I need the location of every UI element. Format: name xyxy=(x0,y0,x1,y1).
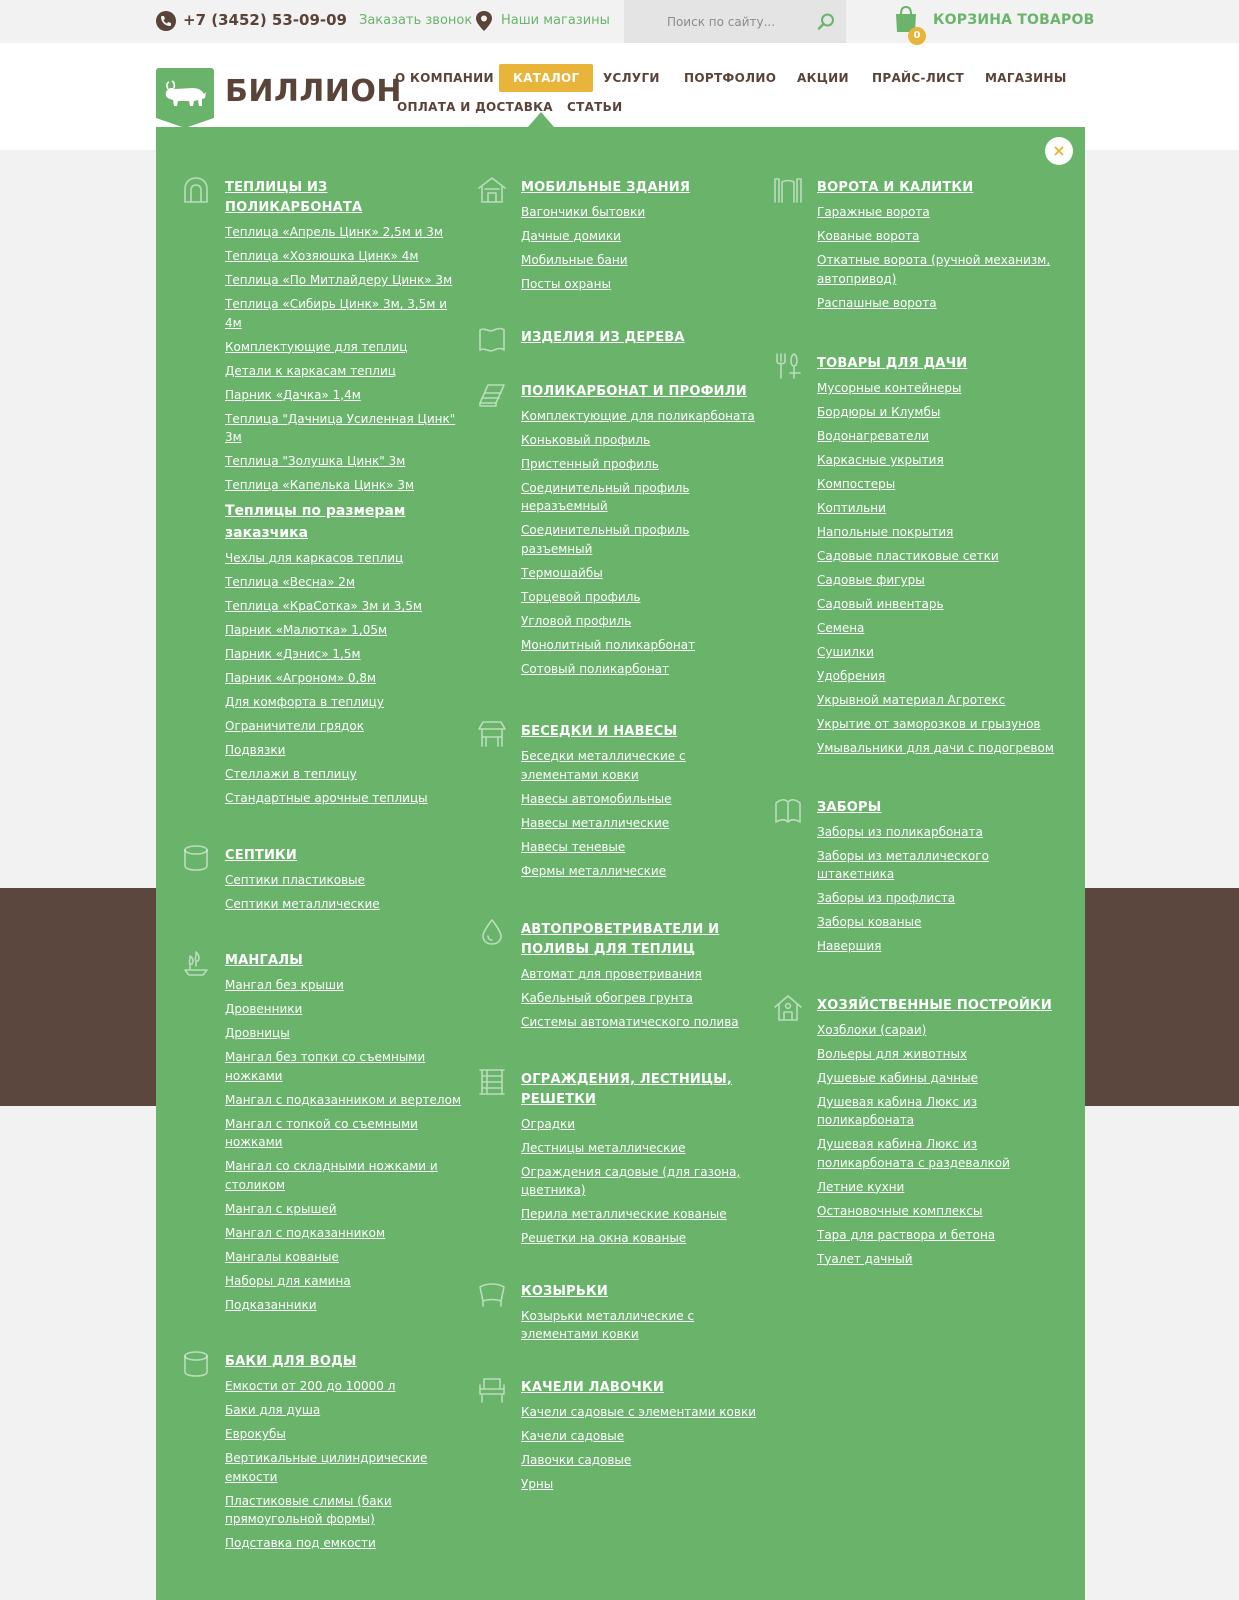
fence-icon xyxy=(773,795,803,825)
menu-section-title[interactable]: СЕПТИКИ xyxy=(225,847,297,863)
menu-link[interactable]: Перила металлические кованые xyxy=(521,1207,727,1221)
menu-link[interactable]: Оградки xyxy=(521,1116,576,1131)
phone-icon xyxy=(156,11,176,31)
menu-link[interactable]: Системы автоматического полива xyxy=(521,1015,739,1029)
brand-name[interactable]: БИЛЛИОН xyxy=(225,74,403,109)
menu-section xyxy=(225,1352,465,1553)
menu-section xyxy=(225,951,465,1314)
menu-link[interactable]: Наборы для камина xyxy=(225,1273,351,1288)
menu-section xyxy=(521,328,761,348)
menu-link[interactable]: Кованые ворота xyxy=(817,229,920,243)
menu-link[interactable]: Беседки металлические с элементами ковки xyxy=(521,749,686,782)
menu-link[interactable]: Кабельный обогрев грунта xyxy=(521,991,693,1005)
menu-link[interactable]: Мангал со складными ножками и столиком xyxy=(225,1159,438,1192)
menu-link[interactable]: Душевые кабины дачные xyxy=(817,1070,978,1085)
menu-link[interactable]: Подставка под емкости xyxy=(225,1536,376,1550)
menu-link[interactable]: Парник «Агроном» 0,8м xyxy=(225,671,377,685)
cabin-icon xyxy=(477,175,507,205)
menu-link[interactable]: Мангал без крыши xyxy=(225,978,344,992)
menu-link[interactable]: Торцевой профиль xyxy=(521,589,641,604)
bench-icon xyxy=(477,1375,507,1405)
menu-link[interactable]: Баки для душа xyxy=(225,1403,321,1417)
menu-link[interactable]: Сотовый поликарбонат xyxy=(521,661,670,676)
menu-link[interactable]: Заборы из металлического штакетника xyxy=(817,848,989,881)
menu-link[interactable]: Дровницы xyxy=(225,1026,290,1040)
menu-link[interactable]: Парник «Дэнис» 1,5м xyxy=(225,647,361,661)
phone-number[interactable]: +7 (3452) 53-09-09 xyxy=(183,11,347,29)
menu-section xyxy=(225,846,465,914)
menu-link[interactable]: Соединительный профиль разъемный xyxy=(521,523,690,556)
menu-link[interactable]: Теплица "Дачница Усиленная Цинк" 3м xyxy=(225,411,456,444)
menu-link[interactable]: Тара для раствора и бетона xyxy=(817,1227,996,1242)
menu-link[interactable]: Вертикальные цилиндрические емкости xyxy=(225,1451,428,1484)
menu-link[interactable]: Емкости от 200 до 10000 л xyxy=(225,1379,396,1393)
menu-section xyxy=(521,1282,761,1344)
menu-link[interactable]: Коньковый профиль xyxy=(521,432,651,447)
nav-promotions[interactable]: АКЦИИ xyxy=(797,71,849,85)
menu-link[interactable]: Сушилки xyxy=(817,645,874,659)
menu-link[interactable]: Термошайбы xyxy=(521,565,603,580)
barrel-icon xyxy=(181,843,211,873)
menu-link[interactable]: Укрывной материал Агротекс xyxy=(817,693,1006,707)
menu-link[interactable]: Автомат для проветривания xyxy=(521,967,702,981)
menu-link[interactable]: Качели садовые xyxy=(521,1428,625,1443)
menu-link[interactable]: Теплица «Сибирь Цинк» 3м, 3,5м и 4м xyxy=(225,297,448,330)
menu-link[interactable]: Теплица «Капелька Цинк» 3м xyxy=(225,478,415,492)
menu-link[interactable]: Посты охраны xyxy=(521,277,611,291)
menu-column-1 xyxy=(225,178,465,1577)
menu-link[interactable]: Фермы металлические xyxy=(521,863,667,878)
menu-link[interactable]: Теплица «Весна» 2м xyxy=(225,575,355,589)
menu-section xyxy=(521,1070,761,1248)
nav-price-list[interactable]: ПРАЙС-ЛИСТ xyxy=(872,71,964,85)
menu-section-title[interactable]: КАЧЕЛИ ЛАВОЧКИ xyxy=(521,1379,664,1395)
menu-column-2 xyxy=(521,178,761,1517)
menu-link[interactable]: Теплица «Хозяюшка Цинк» 4м xyxy=(225,249,419,263)
menu-link[interactable]: Лавочки садовые xyxy=(521,1452,632,1467)
menu-link[interactable]: Мобильные бани xyxy=(521,253,628,267)
menu-link[interactable]: Заборы из поликарбоната xyxy=(817,824,983,839)
menu-link[interactable]: Соединительный профиль неразъемный xyxy=(521,480,690,513)
menu-link[interactable]: Удобрения xyxy=(817,669,886,683)
close-menu-button[interactable]: × xyxy=(1045,137,1073,165)
menu-link[interactable]: Навесы автомобильные xyxy=(521,791,672,806)
menu-link[interactable]: Мангал с подказанником xyxy=(225,1225,386,1240)
menu-link[interactable]: Мангал с топкой со съемными ножками xyxy=(225,1116,418,1149)
menu-link[interactable]: Пристенный профиль xyxy=(521,456,659,471)
menu-section xyxy=(521,1378,761,1494)
nav-portfolio[interactable]: ПОРТФОЛИО xyxy=(684,71,777,85)
menu-section xyxy=(521,920,761,1032)
menu-section-title[interactable]: ОГРАЖДЕНИЯ, ЛЕСТНИЦЫ, РЕШЕТКИ xyxy=(521,1071,733,1107)
menu-link[interactable]: Летние кухни xyxy=(817,1179,905,1194)
drop-icon xyxy=(477,917,507,947)
search-input[interactable] xyxy=(636,0,806,43)
menu-link[interactable]: Компостеры xyxy=(817,477,896,491)
menu-link[interactable]: Септики металлические xyxy=(225,896,380,911)
menu-link[interactable]: Стеллажи в теплицу xyxy=(225,767,357,781)
menu-link[interactable]: Гаражные ворота xyxy=(817,205,930,219)
menu-link[interactable]: Водонагреватели xyxy=(817,429,929,443)
menu-link[interactable]: Укрытие от заморозков и грызунов xyxy=(817,717,1041,731)
menu-subcategory-link[interactable]: Теплицы по размерам заказчика xyxy=(225,503,406,541)
menu-link[interactable]: Угловой профиль xyxy=(521,613,632,628)
menu-link[interactable]: Чехлы для каркасов теплиц xyxy=(225,551,404,565)
menu-section xyxy=(817,178,1057,312)
menu-section-title[interactable]: ТЕПЛИЦЫ ИЗ ПОЛИКАРБОНАТА xyxy=(225,180,363,215)
menu-section xyxy=(225,178,465,808)
menu-link[interactable]: Козырьки металлические с элементами ковки xyxy=(521,1308,695,1341)
menu-link[interactable]: Дачные домики xyxy=(521,229,621,243)
menu-section-title[interactable]: ПОЛИКАРБОНАТ И ПРОФИЛИ xyxy=(521,383,747,399)
menu-link[interactable]: Теплица «КраСотка» 3м и 3,5м xyxy=(225,599,422,613)
menu-link[interactable]: Мангал с подказанником и вертелом xyxy=(225,1092,461,1107)
cart-count-badge: 0 xyxy=(908,27,926,45)
gate-icon xyxy=(773,175,803,205)
menu-link[interactable]: Садовый инвентарь xyxy=(817,597,944,611)
menu-link[interactable]: Комплектующие для теплиц xyxy=(225,339,408,354)
menu-link[interactable]: Мангал без топки со съемными ножками xyxy=(225,1050,426,1083)
map-pin-icon xyxy=(475,11,493,31)
menu-section-title[interactable]: АВТОПРОВЕТРИВАТЕЛИ И ПОЛИВЫ ДЛЯ ТЕПЛИЦ xyxy=(521,922,720,957)
nav-about[interactable]: О КОМПАНИИ xyxy=(395,71,494,85)
menu-section-title[interactable]: КОЗЫРЬКИ xyxy=(521,1283,608,1299)
nav-articles[interactable]: СТАТЬИ xyxy=(567,100,623,114)
menu-link[interactable]: Теплица «Апрель Цинк» 2,5м и 3м xyxy=(225,225,443,239)
menu-section xyxy=(521,178,761,294)
menu-link[interactable]: Садовые пластиковые сетки xyxy=(817,549,999,563)
canopy-icon xyxy=(477,1279,507,1309)
menu-link[interactable]: Душевая кабина Люкс из поликарбоната xyxy=(817,1094,978,1127)
menu-link[interactable]: Откатные ворота (ручной механизм, автопривод) xyxy=(817,253,1051,286)
menu-link[interactable]: Хозблоки (сараи) xyxy=(817,1022,927,1037)
menu-link[interactable]: Дровенники xyxy=(225,1002,303,1016)
menu-link[interactable]: Еврокубы xyxy=(225,1427,286,1441)
menu-link[interactable]: Урны xyxy=(521,1476,554,1491)
menu-link[interactable]: Монолитный поликарбонат xyxy=(521,637,696,652)
greenhouse-icon xyxy=(181,175,211,205)
tank-icon xyxy=(181,1349,211,1379)
menu-section-title[interactable]: ТОВАРЫ ДЛЯ ДАЧИ xyxy=(817,356,968,371)
menu-link[interactable]: Заборы кованые xyxy=(817,915,922,929)
menu-link[interactable]: Ограждения садовые (для газона, цветника) xyxy=(521,1164,741,1197)
menu-link[interactable]: Мангалы кованые xyxy=(225,1249,339,1264)
menu-link[interactable]: Навершия xyxy=(817,939,882,953)
menu-section xyxy=(817,798,1057,956)
wood-icon xyxy=(477,325,507,355)
menu-link[interactable]: Заборы из профлиста xyxy=(817,891,956,905)
menu-link[interactable]: Вольеры для животных xyxy=(817,1046,968,1061)
menu-link[interactable]: Мангал с крышей xyxy=(225,1201,337,1216)
shed-icon xyxy=(773,993,803,1023)
menu-link[interactable]: Бордюры и Клумбы xyxy=(817,405,941,419)
menu-link[interactable]: Семена xyxy=(817,621,865,635)
menu-link[interactable]: Подказанники xyxy=(225,1297,317,1312)
nav-services[interactable]: УСЛУГИ xyxy=(603,71,660,85)
menu-section-title[interactable]: БАКИ ДЛЯ ВОДЫ xyxy=(225,1354,357,1369)
menu-link[interactable]: Для комфорта в теплицу xyxy=(225,695,384,709)
menu-section xyxy=(521,382,761,679)
menu-link[interactable]: Пластиковые слимы (баки прямоугольной формы) xyxy=(225,1493,392,1526)
menu-link[interactable]: Теплица "Золушка Цинк" 3м xyxy=(225,454,406,468)
menu-link[interactable]: Мусорные контейнеры xyxy=(817,381,962,395)
menu-link[interactable]: Парник «Малютка» 1,05м xyxy=(225,623,388,637)
bull-logo-icon[interactable] xyxy=(156,68,214,128)
menu-link[interactable]: Септики пластиковые xyxy=(225,872,366,887)
nav-catalog[interactable]: КАТАЛОГ xyxy=(499,64,593,92)
nav-payment-delivery[interactable]: ОПЛАТА И ДОСТАВКА xyxy=(397,100,553,114)
menu-link[interactable]: Комплектующие для поликарбоната xyxy=(521,408,755,423)
garden-tools-icon xyxy=(773,351,803,381)
ladder-icon xyxy=(477,1067,507,1097)
menu-link[interactable]: Теплица «По Митлайдеру Цинк» 3м xyxy=(225,273,453,287)
menu-link[interactable]: Напольные покрытия xyxy=(817,525,954,539)
menu-section-title[interactable]: ЗАБОРЫ xyxy=(817,799,882,815)
menu-link[interactable]: Душевая кабина Люкс из поликарбоната с раздевалкой xyxy=(817,1137,1010,1170)
menu-link[interactable]: Распашные ворота xyxy=(817,295,937,310)
menu-link[interactable]: Стандартные арочные теплицы xyxy=(225,791,428,805)
menu-link[interactable]: Лестницы металлические xyxy=(521,1140,686,1155)
menu-section-title[interactable]: ХОЗЯЙСТВЕННЫЕ ПОСТРОЙКИ xyxy=(817,997,1052,1013)
top-bar xyxy=(0,0,1239,43)
menu-link[interactable]: Детали к каркасам теплиц xyxy=(225,363,396,378)
menu-link[interactable]: Остановочные комплексы xyxy=(817,1203,983,1218)
menu-link[interactable]: Навесы теневые xyxy=(521,839,626,854)
menu-column-3 xyxy=(817,178,1057,1292)
menu-link[interactable]: Садовые фигуры xyxy=(817,573,925,587)
menu-section xyxy=(817,354,1057,758)
search-icon[interactable] xyxy=(816,12,836,32)
menu-section xyxy=(817,996,1057,1269)
menu-section-title[interactable]: МОБИЛЬНЫЕ ЗДАНИЯ xyxy=(521,180,691,195)
dropdown-pointer xyxy=(528,112,554,127)
search-box xyxy=(624,0,846,43)
menu-link[interactable]: Вагончики бытовки xyxy=(521,205,646,219)
menu-link[interactable]: Навесы металлические xyxy=(521,815,670,830)
menu-link[interactable]: Туалет дачный xyxy=(817,1251,913,1266)
menu-link[interactable]: Умывальники для дачи с подогревом xyxy=(817,741,1054,755)
nav-stores[interactable]: МАГАЗИНЫ xyxy=(985,71,1067,85)
gazebo-icon xyxy=(477,719,507,749)
menu-section xyxy=(521,722,761,880)
cart-link[interactable]: КОРЗИНА ТОВАРОВ xyxy=(933,12,1095,28)
menu-link[interactable]: Подвязки xyxy=(225,743,286,757)
menu-section-title[interactable]: ВОРОТА И КАЛИТКИ xyxy=(817,180,974,195)
stores-link[interactable]: Наши магазины xyxy=(501,13,610,28)
menu-section-title[interactable]: БЕСЕДКИ И НАВЕСЫ xyxy=(521,724,678,739)
menu-link[interactable]: Ограничители грядок xyxy=(225,719,364,733)
sheet-icon xyxy=(477,379,507,409)
menu-section-title[interactable]: ИЗДЕЛИЯ ИЗ ДЕРЕВА xyxy=(521,329,685,345)
grill-icon xyxy=(181,948,211,978)
menu-link[interactable]: Решетки на окна кованые xyxy=(521,1231,687,1245)
menu-section-title[interactable]: МАНГАЛЫ xyxy=(225,953,303,968)
menu-link[interactable]: Каркасные укрытия xyxy=(817,453,944,467)
callback-link[interactable]: Заказать звонок xyxy=(359,13,473,28)
menu-link[interactable]: Коптильни xyxy=(817,501,886,515)
menu-link[interactable]: Парник «Дачка» 1,4м xyxy=(225,387,361,402)
menu-link[interactable]: Качели садовые с элементами ковки xyxy=(521,1404,757,1419)
